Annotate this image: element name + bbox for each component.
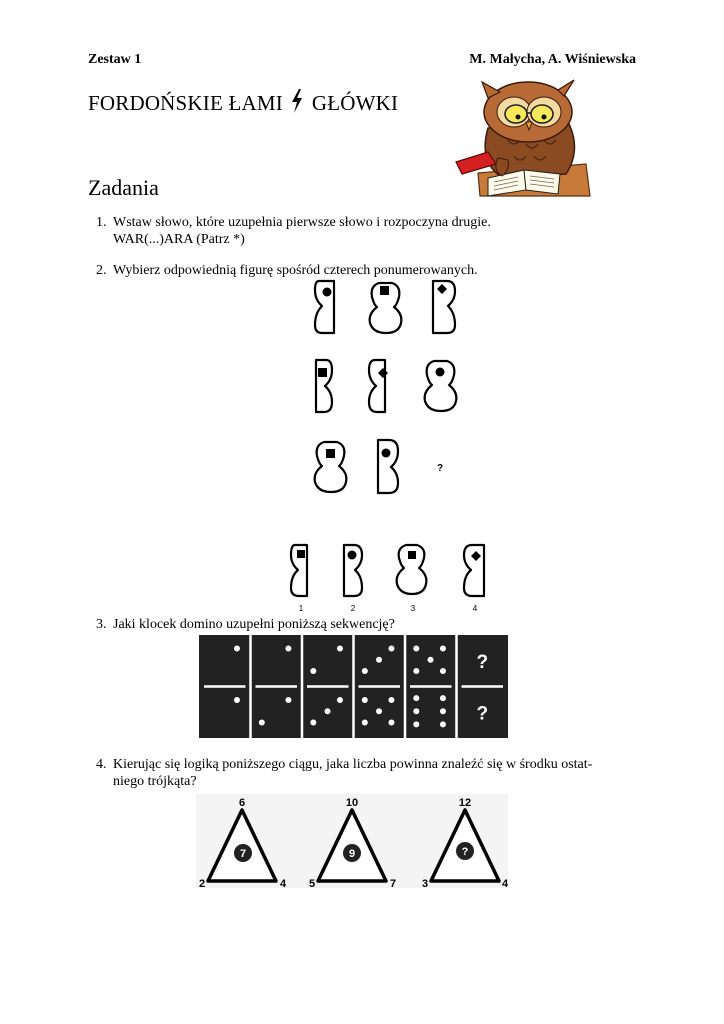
domino-pip	[440, 708, 446, 714]
triangle-2-left: 5	[308, 878, 316, 890]
triangle-3-left: 3	[421, 878, 429, 890]
task-text-line2: WAR(...)ARA (Patrz *)	[113, 232, 245, 247]
circle-symbol	[323, 288, 332, 297]
domino-pip	[376, 657, 382, 663]
domino-pip	[413, 646, 419, 652]
task-number: 2.	[96, 263, 107, 278]
domino-pip	[285, 646, 291, 652]
triangle-2-top: 10	[345, 797, 359, 809]
option-label-1: 1	[298, 604, 304, 613]
domino-pip	[259, 720, 265, 726]
task-2	[96, 262, 656, 279]
triangle-2-center: 9	[348, 848, 356, 860]
domino-pip	[376, 708, 382, 714]
triangle-2-right: 7	[389, 878, 397, 890]
page-title	[88, 89, 398, 116]
task-text: Jaki klocek domino uzupełni poniższą sekwencję?	[113, 617, 395, 632]
domino-pip	[234, 646, 240, 652]
triangle-3-center: ?	[461, 846, 469, 858]
domino-pip	[337, 697, 343, 703]
domino-pip	[388, 720, 394, 726]
domino-question-mark: ?	[476, 703, 489, 725]
domino-pip	[285, 697, 291, 703]
task-text: Kierując się logiką poniższego ciągu, jaka liczba powinna znaleźć się w środku ostat-	[113, 757, 593, 772]
domino-pip	[310, 668, 316, 674]
option-label-3: 3	[410, 604, 416, 613]
header-left: Zestaw 1	[88, 52, 142, 67]
triangle-1-left: 2	[198, 878, 206, 890]
domino-sequence	[199, 635, 508, 738]
figure-puzzle	[280, 278, 500, 618]
diamond-symbol	[471, 551, 481, 561]
domino-pip	[440, 695, 446, 701]
figure-cell	[316, 360, 332, 412]
domino-pip	[310, 720, 316, 726]
domino-pip	[440, 721, 446, 727]
question-mark: ?	[437, 463, 444, 474]
option-label-2: 2	[350, 604, 356, 613]
task-text-line2: niego trójkąta?	[113, 774, 197, 789]
domino-pip	[413, 695, 419, 701]
lightning-icon	[290, 89, 304, 113]
task-number: 4.	[96, 757, 107, 772]
task-number: 3.	[96, 617, 107, 632]
header-right: M. Małycha, A. Wiśniewska	[469, 52, 636, 67]
task-number: 1.	[96, 215, 107, 230]
square-symbol	[380, 286, 389, 295]
task-1	[96, 214, 656, 248]
task-4	[96, 756, 656, 790]
domino-pip	[388, 646, 394, 652]
domino-pip	[413, 721, 419, 727]
triangle-1-top: 6	[238, 797, 246, 809]
square-symbol	[326, 449, 335, 458]
domino-pip	[337, 646, 343, 652]
domino-pip	[362, 697, 368, 703]
triangle-1-right: 4	[279, 878, 287, 890]
domino-pip	[413, 668, 419, 674]
triangle-sequence	[190, 792, 520, 892]
square-symbol	[318, 368, 327, 377]
task-text: Wybierz odpowiednią figurę spośród czterech ponumerowanych.	[113, 263, 478, 278]
figure-cell	[378, 440, 398, 493]
diamond-symbol	[378, 368, 388, 378]
square-symbol	[297, 550, 305, 558]
diamond-symbol	[437, 284, 447, 294]
triangle-3-right: 4	[501, 878, 509, 890]
option-figure-4	[464, 545, 484, 596]
figure-cell	[369, 360, 385, 412]
square-symbol	[408, 551, 416, 559]
task-3	[96, 616, 656, 633]
domino-pip	[388, 697, 394, 703]
domino-pip	[362, 720, 368, 726]
title-part-1: FORDOŃSKIE ŁAMI	[88, 91, 283, 115]
section-title: Zadania	[88, 175, 159, 200]
title-part-2: GŁÓWKI	[311, 91, 399, 115]
domino-pip	[234, 697, 240, 703]
option-label-4: 4	[472, 604, 478, 613]
task-text: Wstaw słowo, które uzupełnia pierwsze słowo i rozpoczyna drugie.	[113, 215, 491, 230]
domino-pip	[440, 646, 446, 652]
circle-symbol	[436, 368, 445, 377]
triangle-3-top: 12	[458, 797, 472, 809]
domino-question-mark: ?	[476, 651, 489, 673]
domino-pip	[440, 668, 446, 674]
domino-pip	[413, 708, 419, 714]
domino-pip	[428, 657, 434, 663]
circle-symbol	[382, 449, 391, 458]
owl-reading-illustration	[448, 78, 593, 198]
domino-pip	[325, 708, 331, 714]
domino-pip	[362, 668, 368, 674]
circle-symbol	[348, 551, 357, 560]
triangle-1-center: 7	[239, 848, 247, 860]
